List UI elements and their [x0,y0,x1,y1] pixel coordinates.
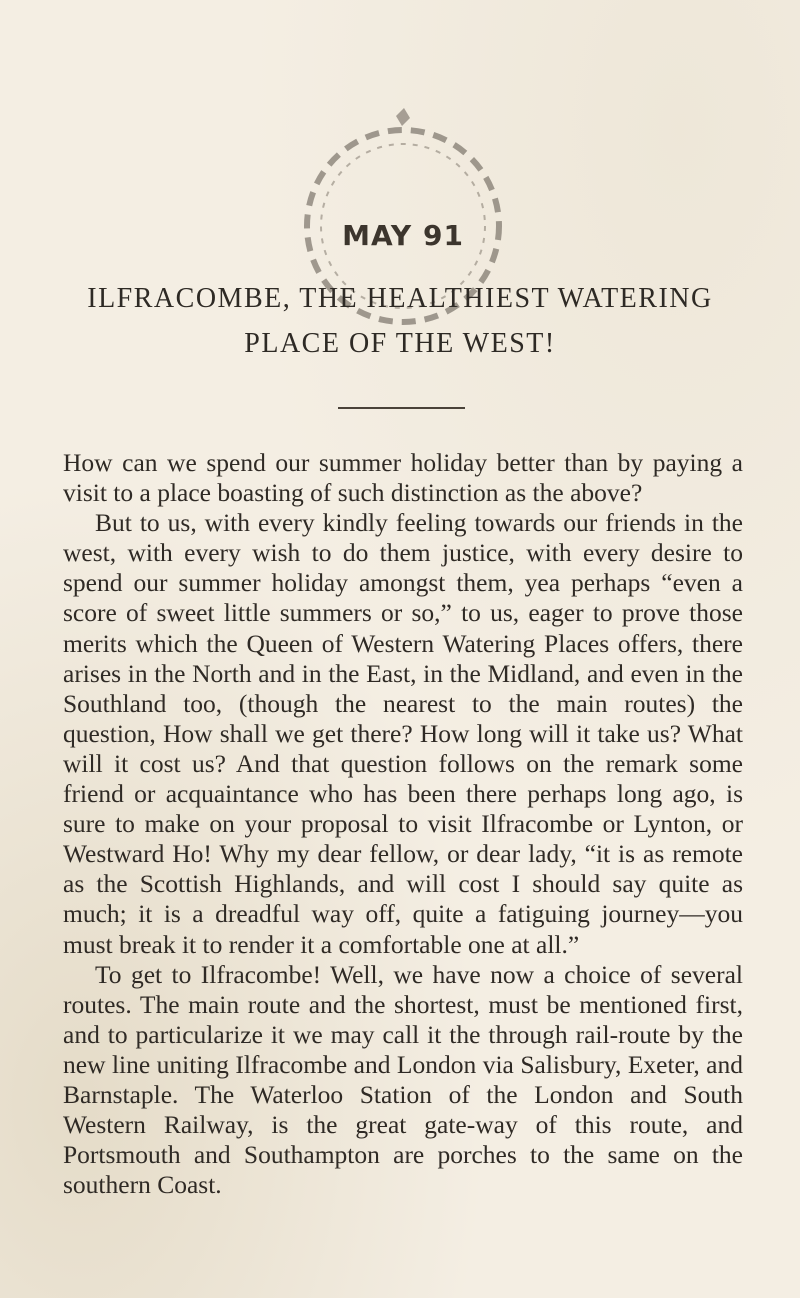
paragraph-1: How can we spend our summer holiday better than by paying a visit to a place boasting of such distinction as the above? [63,448,743,508]
paragraph-2: But to us, with every kindly feeling towards our friends in the west, with every wish to do them justice, with every desire to spend our summer holiday amongst them, yea perhaps “even a score of sweet little summers or so,” to us, eager to prove those merits which the Queen of Western Watering Places offers, there arises in the North and in the East, in the Midland, and even in the Southland too, (though the nearest to the main routes) the question, How shall we get there? How long will it take us? What will it cost us? And that question follows on the remark some friend or acquaintance who has been there perhaps long ago, is sure to make on your proposal to visit Ilfracombe or Lynton, or Westward Ho! Why my dear fellow, or dear lady, “it is as remote as the Scottish Highlands, and will cost I should say quite as much; it is a dreadful way off, quite a fatiguing journey—you must break it to render it a comfortable one at all.” [63,508,743,959]
divider-rule [338,407,465,409]
heading-line-1: ILFRACOMBE, THE HEALTHIEST WATERING [87,283,713,314]
paragraph-3: To get to Ilfracombe! Well, we have now a choice of several routes. The main route and the shortest, must be mentioned first, and to particularize it we may call it the through rail-route by the new line uniting Ilfracombe and London via Salisbury, Exeter, and Barnstaple. The Waterloo Station of the London and South Western Railway, is the great gate-way of this route, and Portsmouth and Southampton are porches to the same on the southern Coast. [63,959,743,1200]
heading-line-2: PLACE OF THE WEST! [244,328,556,359]
article-body [63,448,743,1200]
stamp-date: MAY 91 [342,219,464,252]
